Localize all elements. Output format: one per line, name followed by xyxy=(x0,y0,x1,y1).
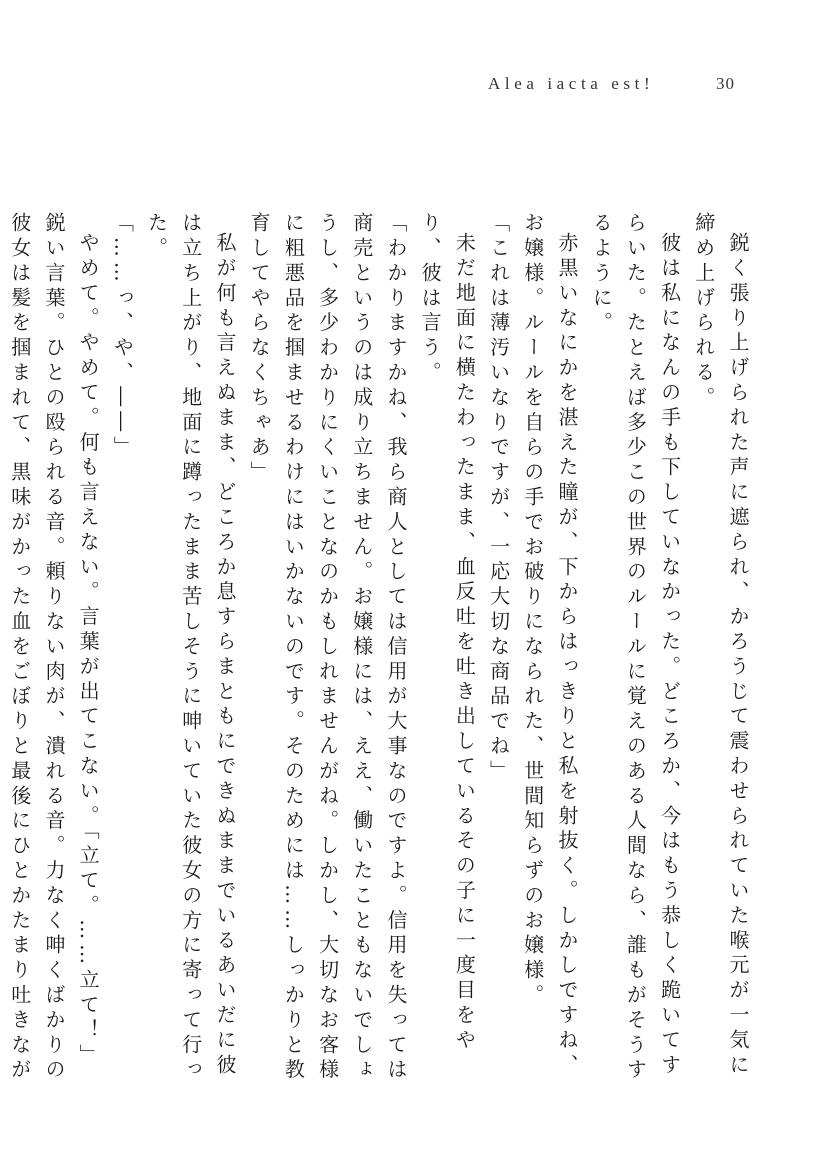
paragraph-3: 赤黒いなにかを湛えた瞳が、下からはっきりと私を射抜く。しかしですね、お嬢様。ルールを自らの手でお破りになられた、世間知らずのお嬢様。 xyxy=(520,212,579,1079)
running-title: Alea iacta est! xyxy=(488,74,655,93)
dialogue-1: 「これは薄汚いなりですが、一応大切な商品でね」 xyxy=(486,212,511,785)
dialogue-3: 「……っ、や、――」 xyxy=(110,212,135,461)
paragraph-1: 鋭く張り上げられた声に遮られ、かろうじて震わせられていた喉元が一気に締め上げられる。 xyxy=(691,212,750,1079)
dialogue-2: 「わかりますかね、我ら商人としては信用が大事なのですよ。信用を失っては商売というのは成り立ちません。お嬢様には、ええ、働いたこともないでしょうし、多少わかりにくいことなのかもしれませんがね。しかし、大切なお客様に粗悪品を掴ませるわけにはいかないのです。そのためには……しっかりと教育してやらなくちゃあ」 xyxy=(247,212,408,1084)
vertical-body-text xyxy=(0,212,755,1092)
paragraph-5: 私が何も言えぬまま、どころか息すらまともにできぬままでいるあいだに彼は立ち上がり、地面に蹲ったまま苦しそうに呻いていた彼女の方に寄って行った。 xyxy=(144,212,237,1084)
page-number: 30 xyxy=(716,74,735,93)
paragraph-6: やめて。やめて。何も言えない。言葉が出てこない。「立て。……立て！」鋭い言葉。ひとの殴られる音。頼りない肉が、潰れる音。力なく呻くばかりの彼女は髪を掴まれて、黒味がかった血をごぼりと最後にひとかたまり吐きなが xyxy=(7,212,101,1084)
paragraph-4: 未だ地面に横たわったまま、血反吐を吐き出しているその子に一度目をやり、彼は言う。 xyxy=(418,212,477,1054)
paragraph-2: 彼は私になんの手も下していなかった。どころか、今はもう恭しく跪いてすらいた。たとえば多少この世界のルールに覚えのある人間なら、誰もがそうするように。 xyxy=(589,212,682,1084)
